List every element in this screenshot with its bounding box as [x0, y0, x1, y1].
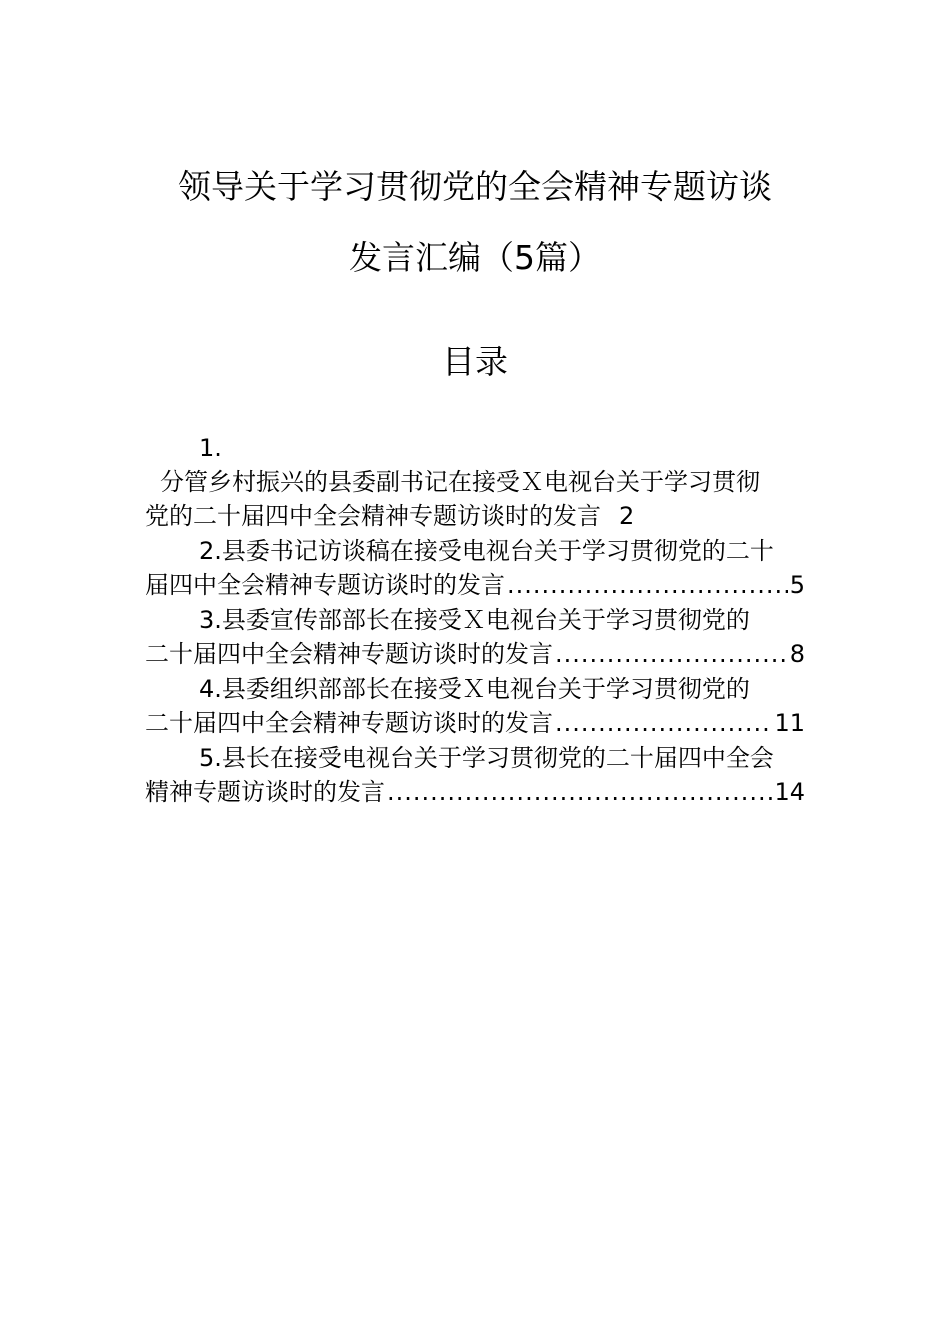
toc-entry-1-number[interactable]: 1.: [199, 434, 222, 462]
toc-entry-5-text: 精神专题访谈时的发言: [145, 778, 385, 806]
toc-entry-1-page: 2: [619, 502, 635, 530]
toc-entry-1-text: 党的二十届四中全会精神专题访谈时的发言: [145, 502, 601, 530]
toc-entry-4-line2[interactable]: [145, 706, 805, 740]
document-subtitle: 发言汇编（5篇）: [349, 238, 601, 277]
toc-entry-5-page: 14: [774, 778, 805, 806]
toc-entry-2-line1[interactable]: 2.县委书记访谈稿在接受电视台关于学习贯彻党的二十: [199, 537, 774, 565]
toc-entry-1-line2[interactable]: [145, 499, 805, 533]
document-title: 领导关于学习贯彻党的全会精神专题访谈: [178, 167, 772, 206]
toc-entry-3-text: 二十届四中全会精神专题访谈时的发言: [145, 640, 553, 668]
toc-entry-2-line2[interactable]: [145, 568, 805, 602]
toc-entry-5-line2[interactable]: [145, 775, 805, 809]
toc-leader-dots: [387, 775, 772, 809]
toc-entry-3-line2[interactable]: [145, 637, 805, 671]
toc-entry-3-page: 8: [789, 640, 805, 668]
toc-entry-2-text: 届四中全会精神专题访谈时的发言: [145, 571, 505, 599]
toc-heading: 目录: [442, 342, 508, 381]
toc-entry-4-page: 11: [774, 709, 805, 737]
toc-entry-4-line1[interactable]: 4.县委组织部部长在接受Ｘ电视台关于学习贯彻党的: [199, 675, 750, 703]
toc-entry-2-page: 5: [789, 571, 805, 599]
toc-leader-dots: [507, 568, 788, 602]
toc-leader-dots: [555, 706, 772, 740]
toc-entry-1-line1[interactable]: 分管乡村振兴的县委副书记在接受Ｘ电视台关于学习贯彻: [160, 468, 760, 496]
toc-entry-4-text: 二十届四中全会精神专题访谈时的发言: [145, 709, 553, 737]
toc-entry-3-line1[interactable]: 3.县委宣传部部长在接受Ｘ电视台关于学习贯彻党的: [199, 606, 750, 634]
toc-entry-5-line1[interactable]: 5.县长在接受电视台关于学习贯彻党的二十届四中全会: [199, 744, 774, 772]
toc-leader-dots: [555, 637, 788, 671]
